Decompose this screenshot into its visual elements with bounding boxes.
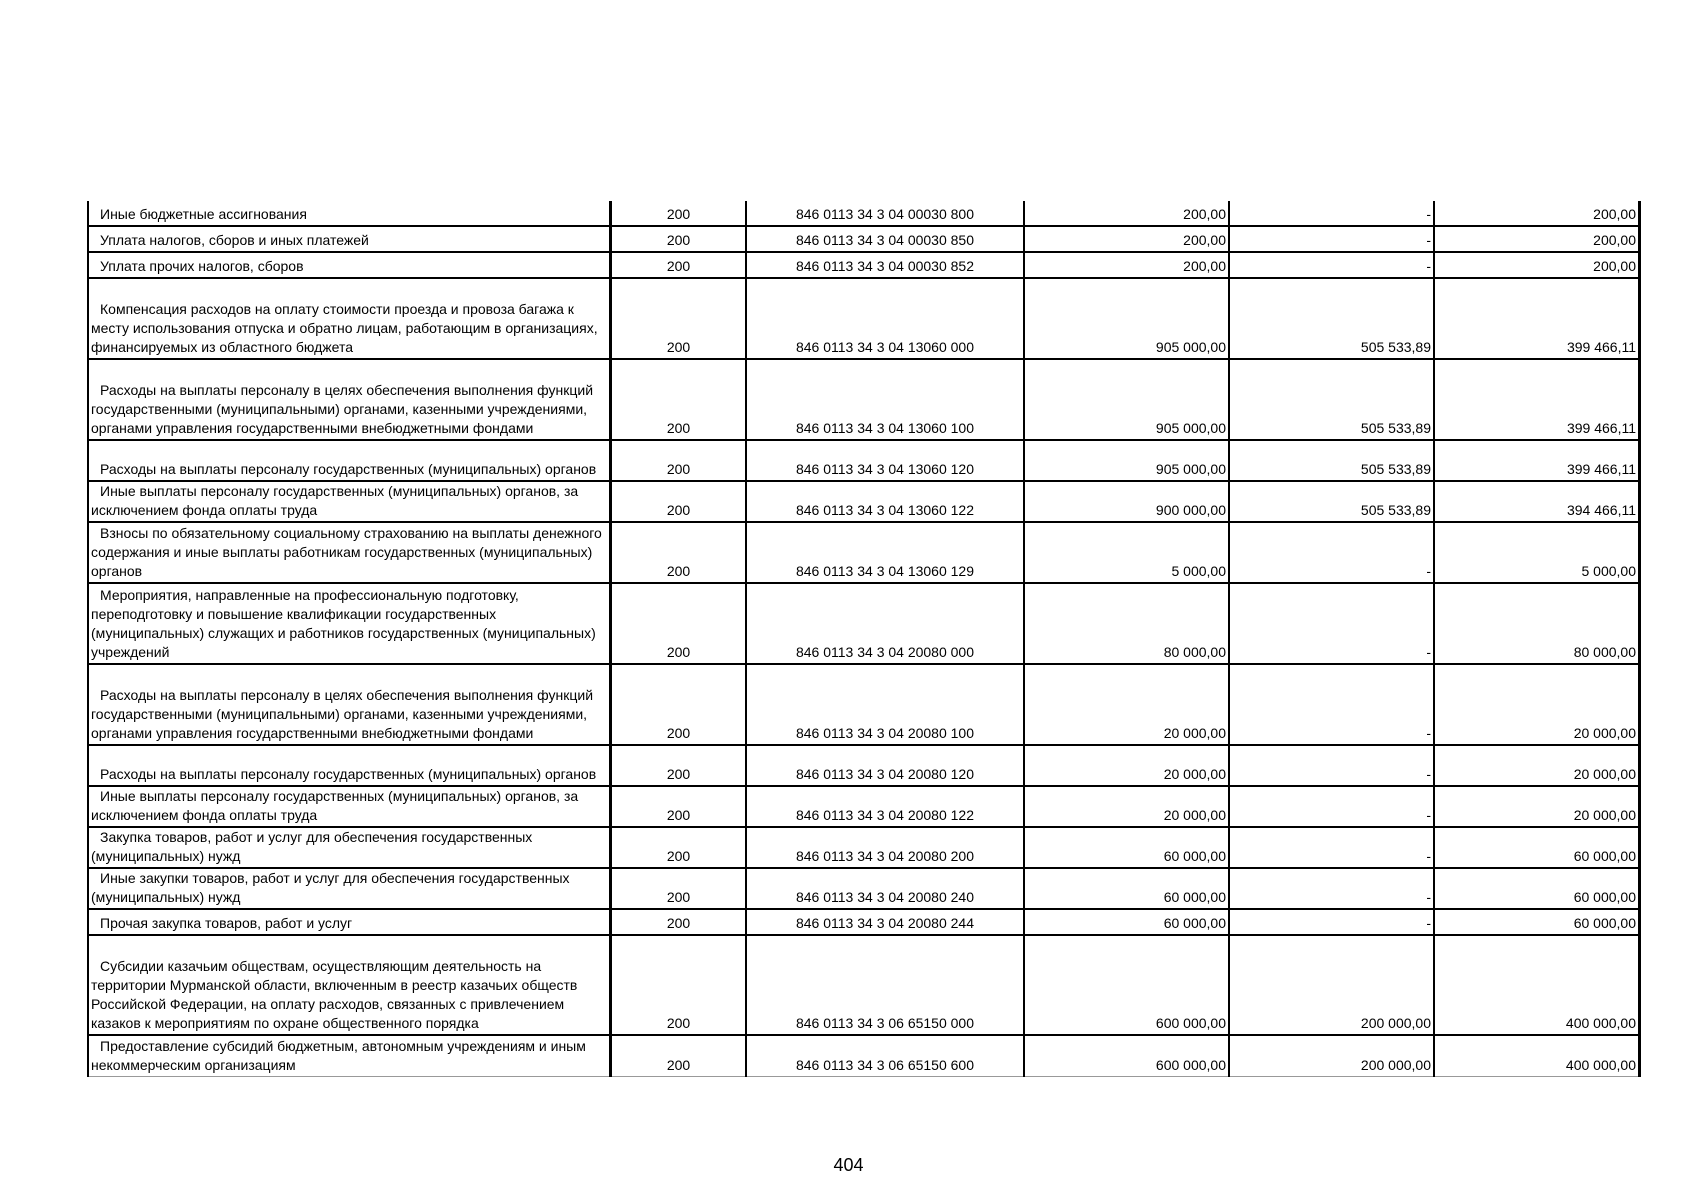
row-name-cell xyxy=(88,827,611,868)
row-line-code: 200 xyxy=(611,201,747,226)
row-executed-amount: - xyxy=(1229,827,1434,868)
row-name: Субсидии казачьим обществам, осуществляющим деятельность на территории Мурманской области, включенным в реестр казачьих обществ Российской Федерации, на оплату расходов, связанных с привлечением казаков к мероприятиям по охране общественного порядка xyxy=(91,958,578,1031)
row-approved-amount: 80 000,00 xyxy=(1024,583,1229,664)
row-classification-code: 846 0113 34 3 04 00030 852 xyxy=(746,252,1024,278)
row-unexecuted-amount: 20 000,00 xyxy=(1434,786,1640,827)
row-unexecuted-amount: 200,00 xyxy=(1434,226,1640,252)
row-classification-code: 846 0113 34 3 06 65150 000 xyxy=(746,935,1024,1035)
row-line-code: 200 xyxy=(611,359,747,440)
row-name: Расходы на выплаты персоналу государственных (муниципальных) органов xyxy=(100,461,597,477)
budget-execution-table xyxy=(87,201,1641,1077)
row-name: Расходы на выплаты персоналу государственных (муниципальных) органов xyxy=(100,766,597,782)
row-name-cell xyxy=(88,481,611,522)
row-line-code: 200 xyxy=(611,278,747,359)
row-line-code: 200 xyxy=(611,745,747,786)
row-executed-amount: - xyxy=(1229,745,1434,786)
row-executed-amount: 505 533,89 xyxy=(1229,440,1434,481)
table-row xyxy=(88,522,1640,583)
row-name-cell xyxy=(88,522,611,583)
row-line-code: 200 xyxy=(611,583,747,664)
row-classification-code: 846 0113 34 3 04 13060 000 xyxy=(746,278,1024,359)
row-unexecuted-amount: 399 466,11 xyxy=(1434,278,1640,359)
row-name: Мероприятия, направленные на профессиональную подготовку, переподготовку и повышение квалификации государственных (муниципальных) служащих и работников государственных (муниципальных) учреждений xyxy=(91,587,596,660)
row-name-cell xyxy=(88,278,611,359)
row-line-code: 200 xyxy=(611,868,747,909)
row-unexecuted-amount: 394 466,11 xyxy=(1434,481,1640,522)
row-classification-code: 846 0113 34 3 04 20080 244 xyxy=(746,909,1024,935)
table-row xyxy=(88,664,1640,745)
row-executed-amount: 505 533,89 xyxy=(1229,278,1434,359)
row-executed-amount: - xyxy=(1229,583,1434,664)
row-name-cell xyxy=(88,664,611,745)
row-classification-code: 846 0113 34 3 04 13060 120 xyxy=(746,440,1024,481)
row-line-code: 200 xyxy=(611,252,747,278)
row-name-cell xyxy=(88,1035,611,1076)
row-executed-amount: - xyxy=(1229,522,1434,583)
row-approved-amount: 200,00 xyxy=(1024,252,1229,278)
row-line-code: 200 xyxy=(611,664,747,745)
row-approved-amount: 600 000,00 xyxy=(1024,1035,1229,1076)
row-name-cell xyxy=(88,935,611,1035)
row-classification-code: 846 0113 34 3 04 13060 122 xyxy=(746,481,1024,522)
row-name: Прочая закупка товаров, работ и услуг xyxy=(100,915,353,931)
row-name-cell xyxy=(88,252,611,278)
row-name: Предоставление субсидий бюджетным, автономным учреждениям и иным некоммерческим организациям xyxy=(91,1037,586,1073)
row-executed-amount: - xyxy=(1229,664,1434,745)
row-classification-code: 846 0113 34 3 04 20080 000 xyxy=(746,583,1024,664)
row-unexecuted-amount: 200,00 xyxy=(1434,201,1640,226)
row-classification-code: 846 0113 34 3 04 13060 100 xyxy=(746,359,1024,440)
row-line-code: 200 xyxy=(611,935,747,1035)
table-row xyxy=(88,440,1640,481)
table-row xyxy=(88,827,1640,868)
table-row xyxy=(88,226,1640,252)
row-approved-amount: 905 000,00 xyxy=(1024,440,1229,481)
row-approved-amount: 60 000,00 xyxy=(1024,868,1229,909)
row-executed-amount: 200 000,00 xyxy=(1229,935,1434,1035)
row-line-code: 200 xyxy=(611,522,747,583)
row-executed-amount: 200 000,00 xyxy=(1229,1035,1434,1076)
table-row xyxy=(88,786,1640,827)
row-name: Расходы на выплаты персоналу в целях обеспечения выполнения функций государственными (муниципальными) органами, казенными учреждениями, органами управления государственными внебюджетными фондами xyxy=(91,687,594,741)
row-classification-code: 846 0113 34 3 06 65150 600 xyxy=(746,1035,1024,1076)
row-name-cell xyxy=(88,226,611,252)
row-name: Компенсация расходов на оплату стоимости проезда и провоза багажа к месту использования отпуска и обратно лицам, работающим в организациях, финансируемых из областного бюджета xyxy=(91,301,598,355)
row-line-code: 200 xyxy=(611,481,747,522)
row-name-cell xyxy=(88,745,611,786)
row-classification-code: 846 0113 34 3 04 00030 800 xyxy=(746,201,1024,226)
row-name: Иные выплаты персоналу государственных (муниципальных) органов, за исключением фонда оплаты труда xyxy=(91,483,579,518)
row-approved-amount: 900 000,00 xyxy=(1024,481,1229,522)
row-approved-amount: 200,00 xyxy=(1024,226,1229,252)
row-approved-amount: 60 000,00 xyxy=(1024,827,1229,868)
row-unexecuted-amount: 400 000,00 xyxy=(1434,1035,1640,1076)
row-unexecuted-amount: 400 000,00 xyxy=(1434,935,1640,1035)
table-row xyxy=(88,481,1640,522)
row-name-cell xyxy=(88,583,611,664)
row-unexecuted-amount: 5 000,00 xyxy=(1434,522,1640,583)
row-name: Иные выплаты персоналу государственных (муниципальных) органов, за исключением фонда оплаты труда xyxy=(91,788,579,823)
row-name-cell xyxy=(88,868,611,909)
row-unexecuted-amount: 399 466,11 xyxy=(1434,359,1640,440)
row-unexecuted-amount: 20 000,00 xyxy=(1434,664,1640,745)
table-row xyxy=(88,583,1640,664)
row-name-cell xyxy=(88,201,611,226)
row-unexecuted-amount: 60 000,00 xyxy=(1434,868,1640,909)
row-classification-code: 846 0113 34 3 04 00030 850 xyxy=(746,226,1024,252)
row-unexecuted-amount: 200,00 xyxy=(1434,252,1640,278)
row-line-code: 200 xyxy=(611,786,747,827)
row-approved-amount: 20 000,00 xyxy=(1024,664,1229,745)
table-row xyxy=(88,909,1640,935)
row-name-cell xyxy=(88,359,611,440)
row-line-code: 200 xyxy=(611,827,747,868)
row-classification-code: 846 0113 34 3 04 20080 122 xyxy=(746,786,1024,827)
row-line-code: 200 xyxy=(611,909,747,935)
page-number: 404 xyxy=(833,1155,864,1175)
row-unexecuted-amount: 20 000,00 xyxy=(1434,745,1640,786)
row-executed-amount: 505 533,89 xyxy=(1229,359,1434,440)
row-approved-amount: 60 000,00 xyxy=(1024,909,1229,935)
table-row xyxy=(88,745,1640,786)
row-name: Иные бюджетные ассигнования xyxy=(100,206,307,222)
row-classification-code: 846 0113 34 3 04 13060 129 xyxy=(746,522,1024,583)
row-approved-amount: 200,00 xyxy=(1024,201,1229,226)
row-executed-amount: - xyxy=(1229,868,1434,909)
row-classification-code: 846 0113 34 3 04 20080 120 xyxy=(746,745,1024,786)
row-approved-amount: 905 000,00 xyxy=(1024,278,1229,359)
table-row xyxy=(88,935,1640,1035)
row-name: Расходы на выплаты персоналу в целях обеспечения выполнения функций государственными (муниципальными) органами, казенными учреждениями, органами управления государственными внебюджетными фондами xyxy=(91,382,594,436)
row-approved-amount: 20 000,00 xyxy=(1024,745,1229,786)
row-executed-amount: 505 533,89 xyxy=(1229,481,1434,522)
row-executed-amount: - xyxy=(1229,252,1434,278)
row-executed-amount: - xyxy=(1229,201,1434,226)
table-row xyxy=(88,868,1640,909)
row-approved-amount: 5 000,00 xyxy=(1024,522,1229,583)
row-classification-code: 846 0113 34 3 04 20080 240 xyxy=(746,868,1024,909)
table-row xyxy=(88,278,1640,359)
row-unexecuted-amount: 60 000,00 xyxy=(1434,827,1640,868)
row-line-code: 200 xyxy=(611,1035,747,1076)
row-classification-code: 846 0113 34 3 04 20080 200 xyxy=(746,827,1024,868)
row-line-code: 200 xyxy=(611,440,747,481)
table-row xyxy=(88,201,1640,226)
row-name-cell xyxy=(88,909,611,935)
row-classification-code: 846 0113 34 3 04 20080 100 xyxy=(746,664,1024,745)
row-executed-amount: - xyxy=(1229,909,1434,935)
row-unexecuted-amount: 60 000,00 xyxy=(1434,909,1640,935)
row-name: Уплата прочих налогов, сборов xyxy=(100,258,304,274)
row-approved-amount: 600 000,00 xyxy=(1024,935,1229,1035)
row-approved-amount: 905 000,00 xyxy=(1024,359,1229,440)
table-row xyxy=(88,359,1640,440)
row-name: Уплата налогов, сборов и иных платежей xyxy=(100,232,369,248)
row-executed-amount: - xyxy=(1229,786,1434,827)
row-approved-amount: 20 000,00 xyxy=(1024,786,1229,827)
row-name-cell xyxy=(88,786,611,827)
row-line-code: 200 xyxy=(611,226,747,252)
row-unexecuted-amount: 399 466,11 xyxy=(1434,440,1640,481)
row-name: Иные закупки товаров, работ и услуг для обеспечения государственных (муниципальных) нужд xyxy=(91,870,570,905)
row-executed-amount: - xyxy=(1229,226,1434,252)
row-name: Закупка товаров, работ и услуг для обеспечения государственных (муниципальных) нужд xyxy=(91,829,533,864)
table-row xyxy=(88,252,1640,278)
row-name-cell xyxy=(88,440,611,481)
row-name: Взносы по обязательному социальному страхованию на выплаты денежного содержания и иные выплаты работникам государственных (муниципальных) органов xyxy=(91,525,602,579)
row-unexecuted-amount: 80 000,00 xyxy=(1434,583,1640,664)
table-row xyxy=(88,1035,1640,1076)
